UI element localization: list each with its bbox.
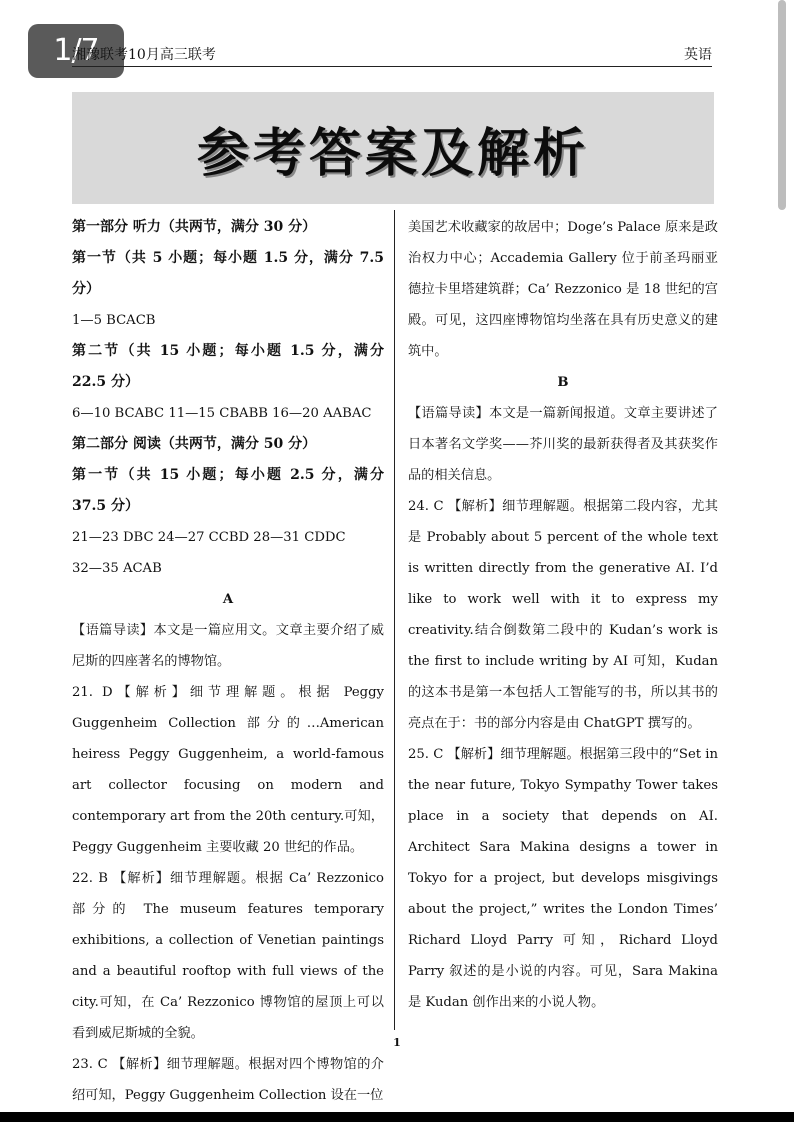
bottom-bar: [0, 1112, 794, 1122]
paragraph: 23. C 【解析】细节理解题。根据对四个博物馆的介绍可知，Peggy Guggenheim Collection 设在一位: [72, 1057, 384, 1103]
paragraph: 32—35 ACAB: [72, 561, 162, 576]
section-heading: 第二节（共 15 小题；每小题 1.5 分，满分 22.5 分）: [72, 343, 384, 390]
page-indicator-badge: 1/7: [28, 24, 124, 78]
paragraph: 24. C 【解析】细节理解题。根据第二段内容，尤其是 Probably about 5 percent of the whole text is written directly from the generative AI. I’d like to work well with it to express my creativity.结合倒数第二段中的 Kudan’s work is the first to include writing by AI 可知，Kudan 的这本书是第一本包括人工智能写的书，所以其书的亮点在于：书的部分内容是由 ChatGPT 撰写的。: [408, 499, 718, 731]
paragraph: 22. B 【解析】细节理解题。根据 Ca’ Rezzonico 部分的 The museum features temporary exhibitions, a collection of Venetian paintings and a beautiful rooftop with full views of the city.可知，在 Ca’ Rezzonico 博物馆的屋顶上可以看到威尼斯城的全貌。: [72, 871, 384, 1041]
right-column: [408, 212, 718, 1018]
paragraph: 6—10 BCABC 11—15 CBABB 16—20 AABAC: [72, 406, 372, 421]
page-title: 参考答案及解析: [196, 123, 589, 184]
paragraph: 21—23 DBC 24—27 CCBD 28—31 CDDC: [72, 530, 346, 545]
section-heading: 第二部分 阅读（共两节，满分 50 分）: [72, 436, 317, 452]
title-banner: [72, 92, 714, 204]
paragraph: 1—5 BCACB: [72, 313, 156, 328]
paragraph: 美国艺术收藏家的故居中；Doge’s Palace 原来是政治权力中心；Accademia Gallery 位于前圣玛丽亚德拉卡里塔建筑群；Ca’ Rezzonico 是 18 世纪的宫殿。可见，这四座博物馆均坐落在具有历史意义的建筑中。: [408, 220, 718, 359]
page-header: [72, 48, 712, 67]
passage-label: A: [222, 592, 234, 607]
column-divider: [394, 210, 395, 1030]
section-heading: 第一节（共 5 小题；每小题 1.5 分，满分 7.5 分）: [72, 250, 384, 297]
left-column: [72, 212, 384, 1111]
page-number: 1: [393, 1036, 401, 1049]
paragraph: 【语篇导读】本文是一篇应用文。文章主要介绍了威尼斯的四座著名的博物馆。: [72, 623, 384, 669]
paragraph: 【语篇导读】本文是一篇新闻报道。文章主要讲述了日本著名文学奖——芥川奖的最新获得者及其获奖作品的相关信息。: [408, 406, 718, 483]
paragraph: 21. D【解析】细节理解题。根据 Peggy Guggenheim Collection 部分的…American heiress Peggy Guggenheim, a world-famous art collector focusing on modern and contemporary art from the 20th century.可知，Peggy Guggenheim 主要收藏 20 世纪的作品。: [72, 685, 384, 855]
passage-label: B: [557, 375, 569, 390]
header-subject: 英语: [684, 47, 712, 63]
scrollbar[interactable]: [778, 0, 786, 210]
section-heading: 第一节（共 15 小题；每小题 2.5 分，满分 37.5 分）: [72, 467, 384, 514]
header-exam-title: 湘豫联考10月高三联考: [72, 47, 216, 63]
section-heading: 第一部分 听力（共两节，满分 30 分）: [72, 219, 317, 235]
paragraph: 25. C 【解析】细节理解题。根据第三段中的“Set in the near future, Tokyo Sympathy Tower takes place in a society that depends on AI. Architect Sara Makina designs a tower in Tokyo for a project, but develops misgivings about the project,” writes the London Times’ Richard Lloyd Parry 可知，Richard Lloyd Parry 叙述的是小说的内容。可见，Sara Makina 是 Kudan 创作出来的小说人物。: [408, 747, 718, 1010]
